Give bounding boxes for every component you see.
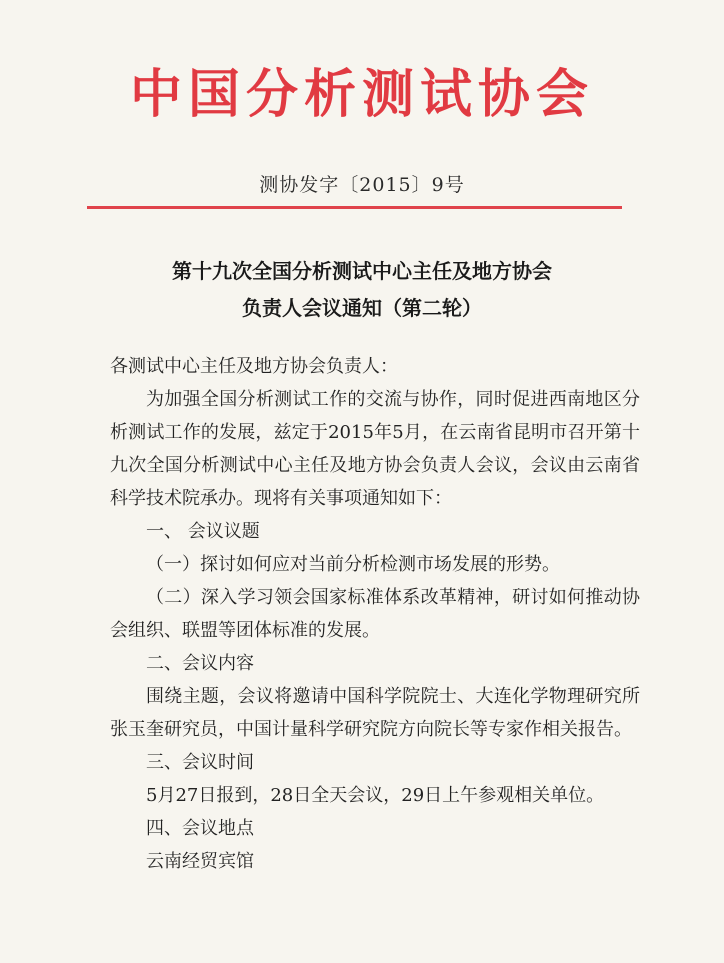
intro-paragraph: 为加强全国分析测试工作的交流与协作，同时促进西南地区分析测试工作的发展，兹定于2015年5月，在云南省昆明市召开第十九次全国分析测试中心主任及地方协会负责人会议，会议由云南省科学技术院承办。现将有关事项通知如下： [110, 389, 640, 509]
section1-item2: （二）深入学习领会国家标准体系改革精神，研讨如何推动协会组织、联盟等团体标准的发展。 [110, 587, 640, 641]
letterhead-divider [87, 206, 622, 209]
section4-text: 云南经贸宾馆 [146, 851, 254, 872]
section2-heading: 二、会议内容 [146, 653, 254, 674]
section1-item1: （一）探讨如何应对当前分析检测市场发展的形势。 [146, 554, 560, 575]
section1-heading: 一、 会议议题 [146, 521, 260, 542]
salutation: 各测试中心主任及地方协会负责人： [110, 356, 398, 377]
section3-text: 5月27日报到，28日全天会议，29日上午参观相关单位。 [146, 785, 605, 806]
section2-text: 围绕主题，会议将邀请中国科学院院士、大连化学物理研究所张玉奎研究员，中国计量科学研究院方向院长等专家作相关报告。 [110, 686, 640, 740]
section3-heading: 三、会议时间 [146, 752, 254, 773]
organization-letterhead: 中国分析测试协会 [129, 64, 594, 125]
section4-heading: 四、会议地点 [146, 818, 254, 839]
notice-title-line1: 第十九次全国分析测试中心主任及地方协会 [172, 259, 552, 283]
notice-title-line2: 负责人会议通知（第二轮） [242, 296, 482, 320]
notice-body [110, 350, 640, 878]
document-number: 测协发字〔2015〕9号 [259, 174, 465, 196]
